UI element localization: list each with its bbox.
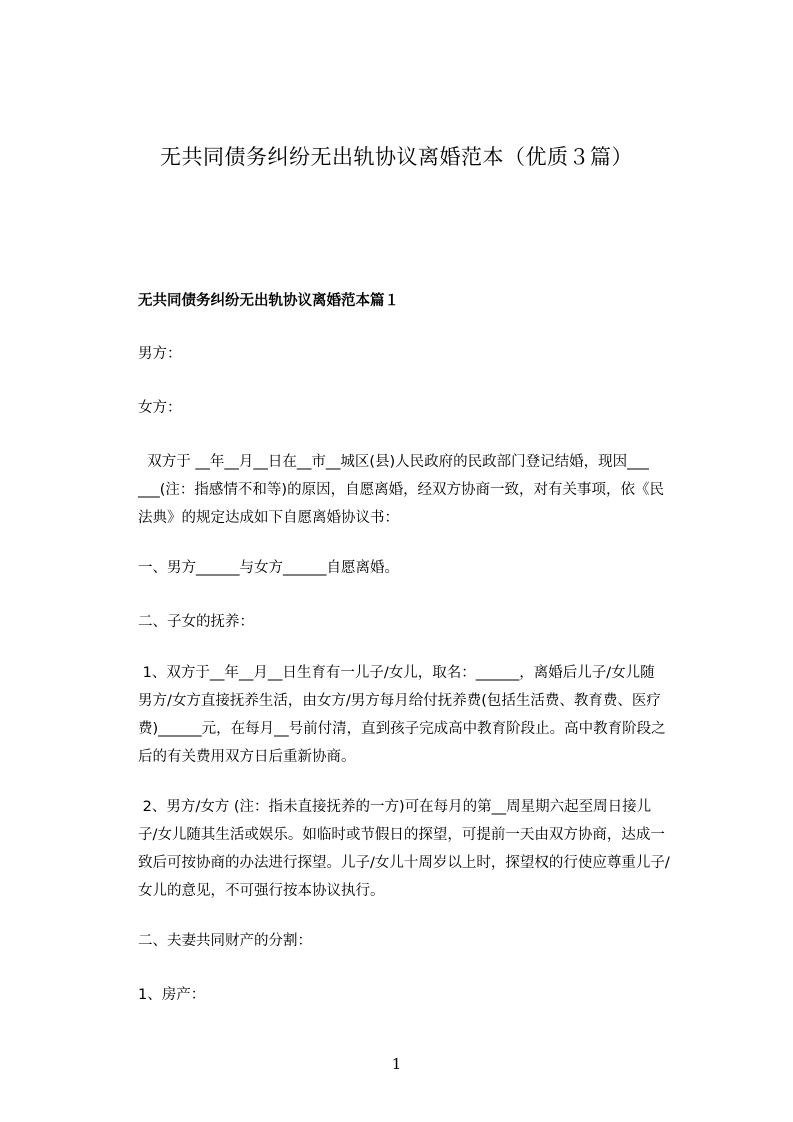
- document-title: 无共同债务纠纷无出轨协议离婚范本（优质３篇）: [160, 145, 633, 169]
- text-line: ___(注：指感情不和等)的原因，自愿离婚，经双方协商一致，对有关事项，依《民: [138, 482, 665, 498]
- paragraph-female-party: [138, 394, 694, 422]
- clause-two-heading: [138, 608, 694, 636]
- clause-one: [138, 554, 694, 582]
- text-line: 二、子女的抚养：: [138, 614, 254, 630]
- text-line: 男方/女方直接抚养生活，由女方/男方每月给付抚养费(包括生活费、教育费、医疗: [138, 693, 661, 709]
- paragraph-marriage-registration: [138, 448, 694, 532]
- text-line: 1、双方于__年__月__日生育有一儿子/女儿，取名：______，离婚后儿子/女儿随: [138, 665, 655, 681]
- text-line: 女方：: [138, 400, 182, 416]
- text-line: 致后可按协商的办法进行探望。儿子/女儿十周岁以上时，探望权的行使应尊重儿子/: [138, 855, 670, 871]
- text-line: 男方：: [138, 346, 182, 362]
- text-line: 2、男方/女方 (注：指未直接抚养的一方)可在每月的第__周星期六起至周日接儿: [138, 799, 652, 815]
- text-line: 双方于 __年__月__日在__市__城区(县)人民政府的民政部门登记结婚，现因___: [138, 454, 649, 470]
- text-line: 二、夫妻共同财产的分割：: [138, 933, 312, 949]
- page-number: 1: [391, 1055, 402, 1073]
- text-line: 1、房产：: [138, 987, 206, 1003]
- clause-property-heading: [138, 927, 694, 955]
- clause-house-property: [138, 981, 694, 1009]
- text-line: 子/女儿随其生活或娱乐。如临时或节假日的探望，可提前一天由双方协商，达成一: [138, 827, 665, 843]
- text-line: 一、男方______与女方______自愿离婚。: [138, 560, 399, 576]
- section-heading: 无共同债务纠纷无出轨协议离婚范本篇１: [138, 293, 399, 309]
- text-line: 费)______元，在每月__号前付清，直到孩子完成高中教育阶段止。高中教育阶段之: [138, 721, 666, 737]
- text-line: 后的有关费用双方日后重新协商。: [138, 749, 356, 765]
- paragraph-child-custody: [138, 659, 694, 771]
- text-line: 女儿的意见，不可强行按本协议执行。: [138, 883, 385, 899]
- paragraph-male-party: [138, 340, 694, 368]
- paragraph-visitation: [138, 793, 694, 905]
- text-line: 法典》的规定达成如下自愿离婚协议书：: [138, 510, 399, 526]
